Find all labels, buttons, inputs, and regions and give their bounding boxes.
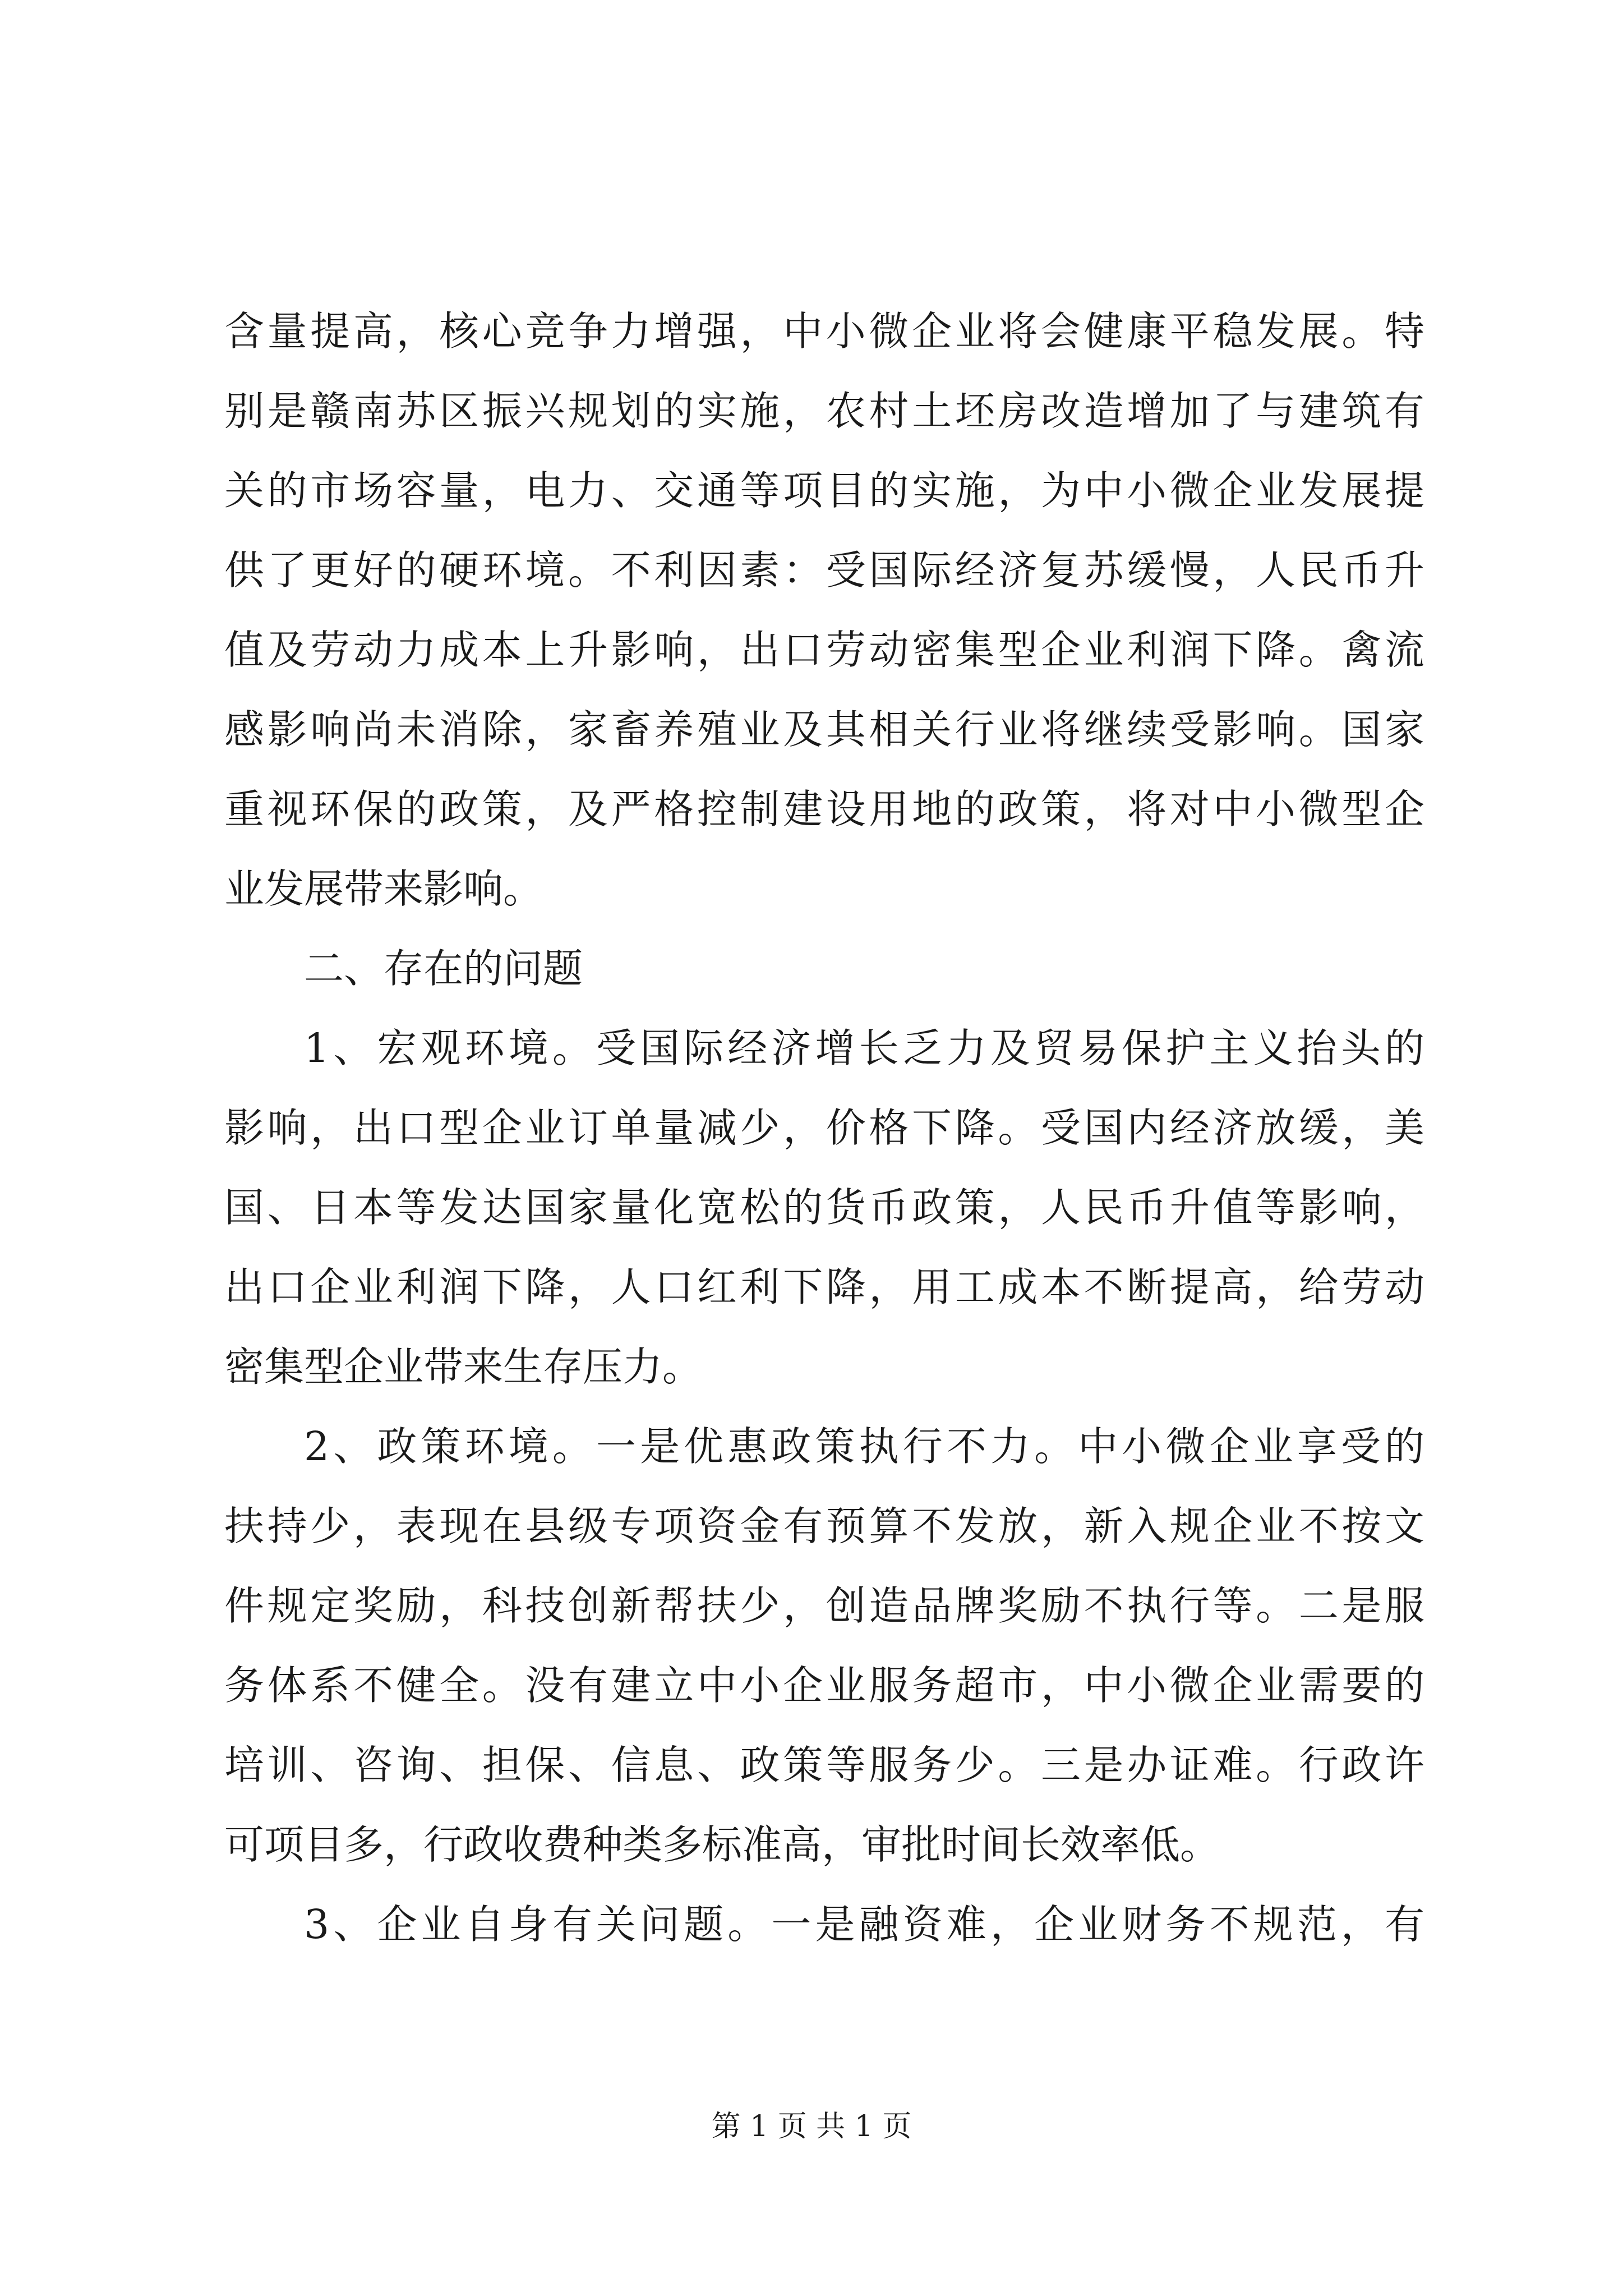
text-line: 2、政策环境。一是优惠政策执行不力。中小微企业享受的: [304, 1423, 1424, 1470]
text-line: 影响，出口型企业订单量减少，价格下降。受国内经济放缓，美: [224, 1105, 1424, 1151]
text-line: 关的市场容量，电力、交通等项目的实施，为中小微企业发展提: [224, 467, 1424, 514]
text-line: 业发展带来影响。: [224, 866, 543, 912]
text-line: 重视环保的政策，及严格控制建设用地的政策，将对中小微型企: [224, 786, 1424, 832]
section-heading: 二、存在的问题: [304, 945, 583, 992]
text-line: 务体系不健全。没有建立中小企业服务超市，中小微企业需要的: [224, 1662, 1424, 1709]
text-line: 值及劳动力成本上升影响，出口劳动密集型企业利润下降。禽流: [224, 627, 1424, 673]
text-line: 件规定奖励，科技创新帮扶少，创造品牌奖励不执行等。二是服: [224, 1582, 1424, 1629]
text-line: 出口企业利润下降，人口红利下降，用工成本不断提高，给劳动: [224, 1264, 1424, 1310]
body-text: [224, 292, 1424, 1964]
text-line: 培训、咨询、担保、信息、政策等服务少。三是办证难。行政许: [224, 1742, 1424, 1788]
page-number-footer: 第 1 页 共 1 页: [711, 2110, 912, 2143]
text-line: 3、企业自身有关问题。一是融资难，企业财务不规范，有: [304, 1901, 1424, 1948]
text-line: 别是赣南苏区振兴规划的实施，农村土坯房改造增加了与建筑有: [224, 388, 1424, 434]
text-line: 供了更好的硬环境。不利因素：受国际经济复苏缓慢，人民币升: [224, 547, 1424, 593]
text-line: 含量提高，核心竞争力增强，中小微企业将会健康平稳发展。特: [224, 308, 1424, 355]
text-line: 1、宏观环境。受国际经济增长乏力及贸易保护主义抬头的: [304, 1025, 1424, 1071]
text-line: 国、日本等发达国家量化宽松的货币政策，人民币升值等影响，: [224, 1184, 1424, 1231]
text-line: 密集型企业带来生存压力。: [224, 1343, 703, 1390]
text-line: 感影响尚未消除，家畜养殖业及其相关行业将继续受影响。国家: [224, 706, 1424, 753]
text-line: 扶持少，表现在县级专项资金有预算不发放，新入规企业不按文: [224, 1503, 1424, 1549]
text-line: 可项目多，行政收费种类多标准高，审批时间长效率低。: [224, 1821, 1220, 1868]
